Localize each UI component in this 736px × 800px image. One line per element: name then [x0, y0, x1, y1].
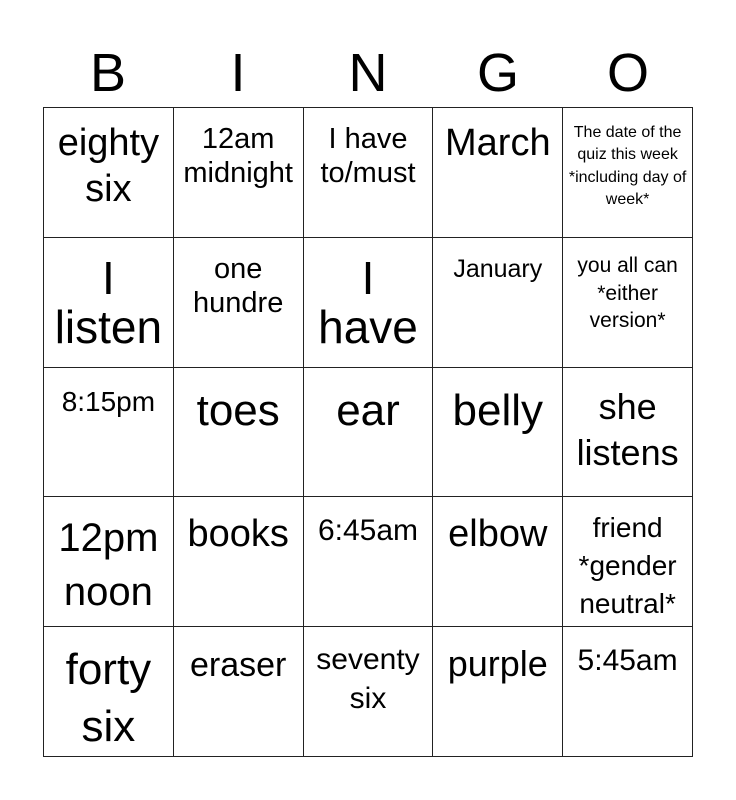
bingo-cell-r4-c3[interactable] [304, 497, 434, 627]
bingo-cell-r3-c4[interactable] [433, 368, 563, 498]
bingo-cell-r5-c1[interactable] [44, 627, 174, 757]
bingo-cell-r1-c4[interactable] [433, 108, 563, 238]
cell-text: I have to/must [320, 123, 416, 190]
cell-text: forty six [65, 645, 152, 752]
cell-text: friend *gender neutral* [578, 512, 677, 619]
bingo-cell-r2-c2[interactable] [174, 238, 304, 368]
cell-text: toes [196, 385, 280, 435]
bingo-cell-r3-c5[interactable] [563, 368, 693, 498]
bingo-cell-r2-c1[interactable] [44, 238, 174, 368]
cell-text: January [453, 254, 543, 283]
cell-text: elbow [448, 513, 548, 556]
bingo-cell-r4-c1[interactable] [44, 497, 174, 627]
header-letter-b: B [89, 43, 127, 103]
bingo-cell-r2-c3[interactable] [304, 238, 434, 368]
bingo-cell-r5-c4[interactable] [433, 627, 563, 757]
bingo-cell-r1-c5[interactable] [563, 108, 693, 238]
cell-text: The date of the quiz this week *including day of week* [568, 124, 687, 209]
cell-text: 5:45am [577, 644, 678, 678]
cell-text: she listens [576, 385, 679, 474]
header-letter-o: O [606, 43, 649, 103]
bingo-cell-r2-c4[interactable] [433, 238, 563, 368]
bingo-cell-r1-c3[interactable] [304, 108, 434, 238]
cell-text: you all can *either version* [577, 253, 678, 333]
cell-text: 8:15pm [61, 385, 156, 417]
bingo-cell-r4-c5[interactable] [563, 497, 693, 627]
cell-text: I have [318, 251, 418, 354]
bingo-cell-r5-c2[interactable] [174, 627, 304, 757]
cell-text: 12pm noon [58, 516, 159, 615]
cell-text: seventy six [316, 643, 420, 715]
bingo-header [43, 40, 693, 106]
bingo-cell-r2-c5[interactable] [563, 238, 693, 368]
cell-text: belly [452, 385, 544, 435]
cell-text: 12am midnight [183, 123, 293, 190]
cell-text: 6:45am [317, 514, 419, 548]
bingo-cell-r4-c2[interactable] [174, 497, 304, 627]
bingo-cell-r1-c2[interactable] [174, 108, 304, 238]
bingo-cell-r1-c1[interactable] [44, 108, 174, 238]
bingo-cell-r4-c4[interactable] [433, 497, 563, 627]
header-letter-n: N [348, 43, 388, 103]
cell-text: one hundre [193, 252, 284, 320]
cell-text: books [187, 513, 289, 556]
cell-text: eighty six [57, 122, 160, 211]
cell-text: I listen [54, 251, 163, 354]
header-letter-i: I [230, 43, 246, 103]
bingo-cell-r3-c3[interactable] [304, 368, 434, 498]
bingo-cell-r3-c2[interactable] [174, 368, 304, 498]
cell-text: ear [336, 385, 400, 435]
header-letter-g: G [476, 43, 519, 103]
cell-text: March [445, 122, 551, 164]
cell-text: eraser [190, 646, 287, 685]
bingo-cell-r3-c1[interactable] [44, 368, 174, 498]
bingo-cell-r5-c5[interactable] [563, 627, 693, 757]
bingo-cell-r5-c3[interactable] [304, 627, 434, 757]
cell-text: purple [447, 643, 548, 685]
bingo-grid [43, 107, 693, 757]
